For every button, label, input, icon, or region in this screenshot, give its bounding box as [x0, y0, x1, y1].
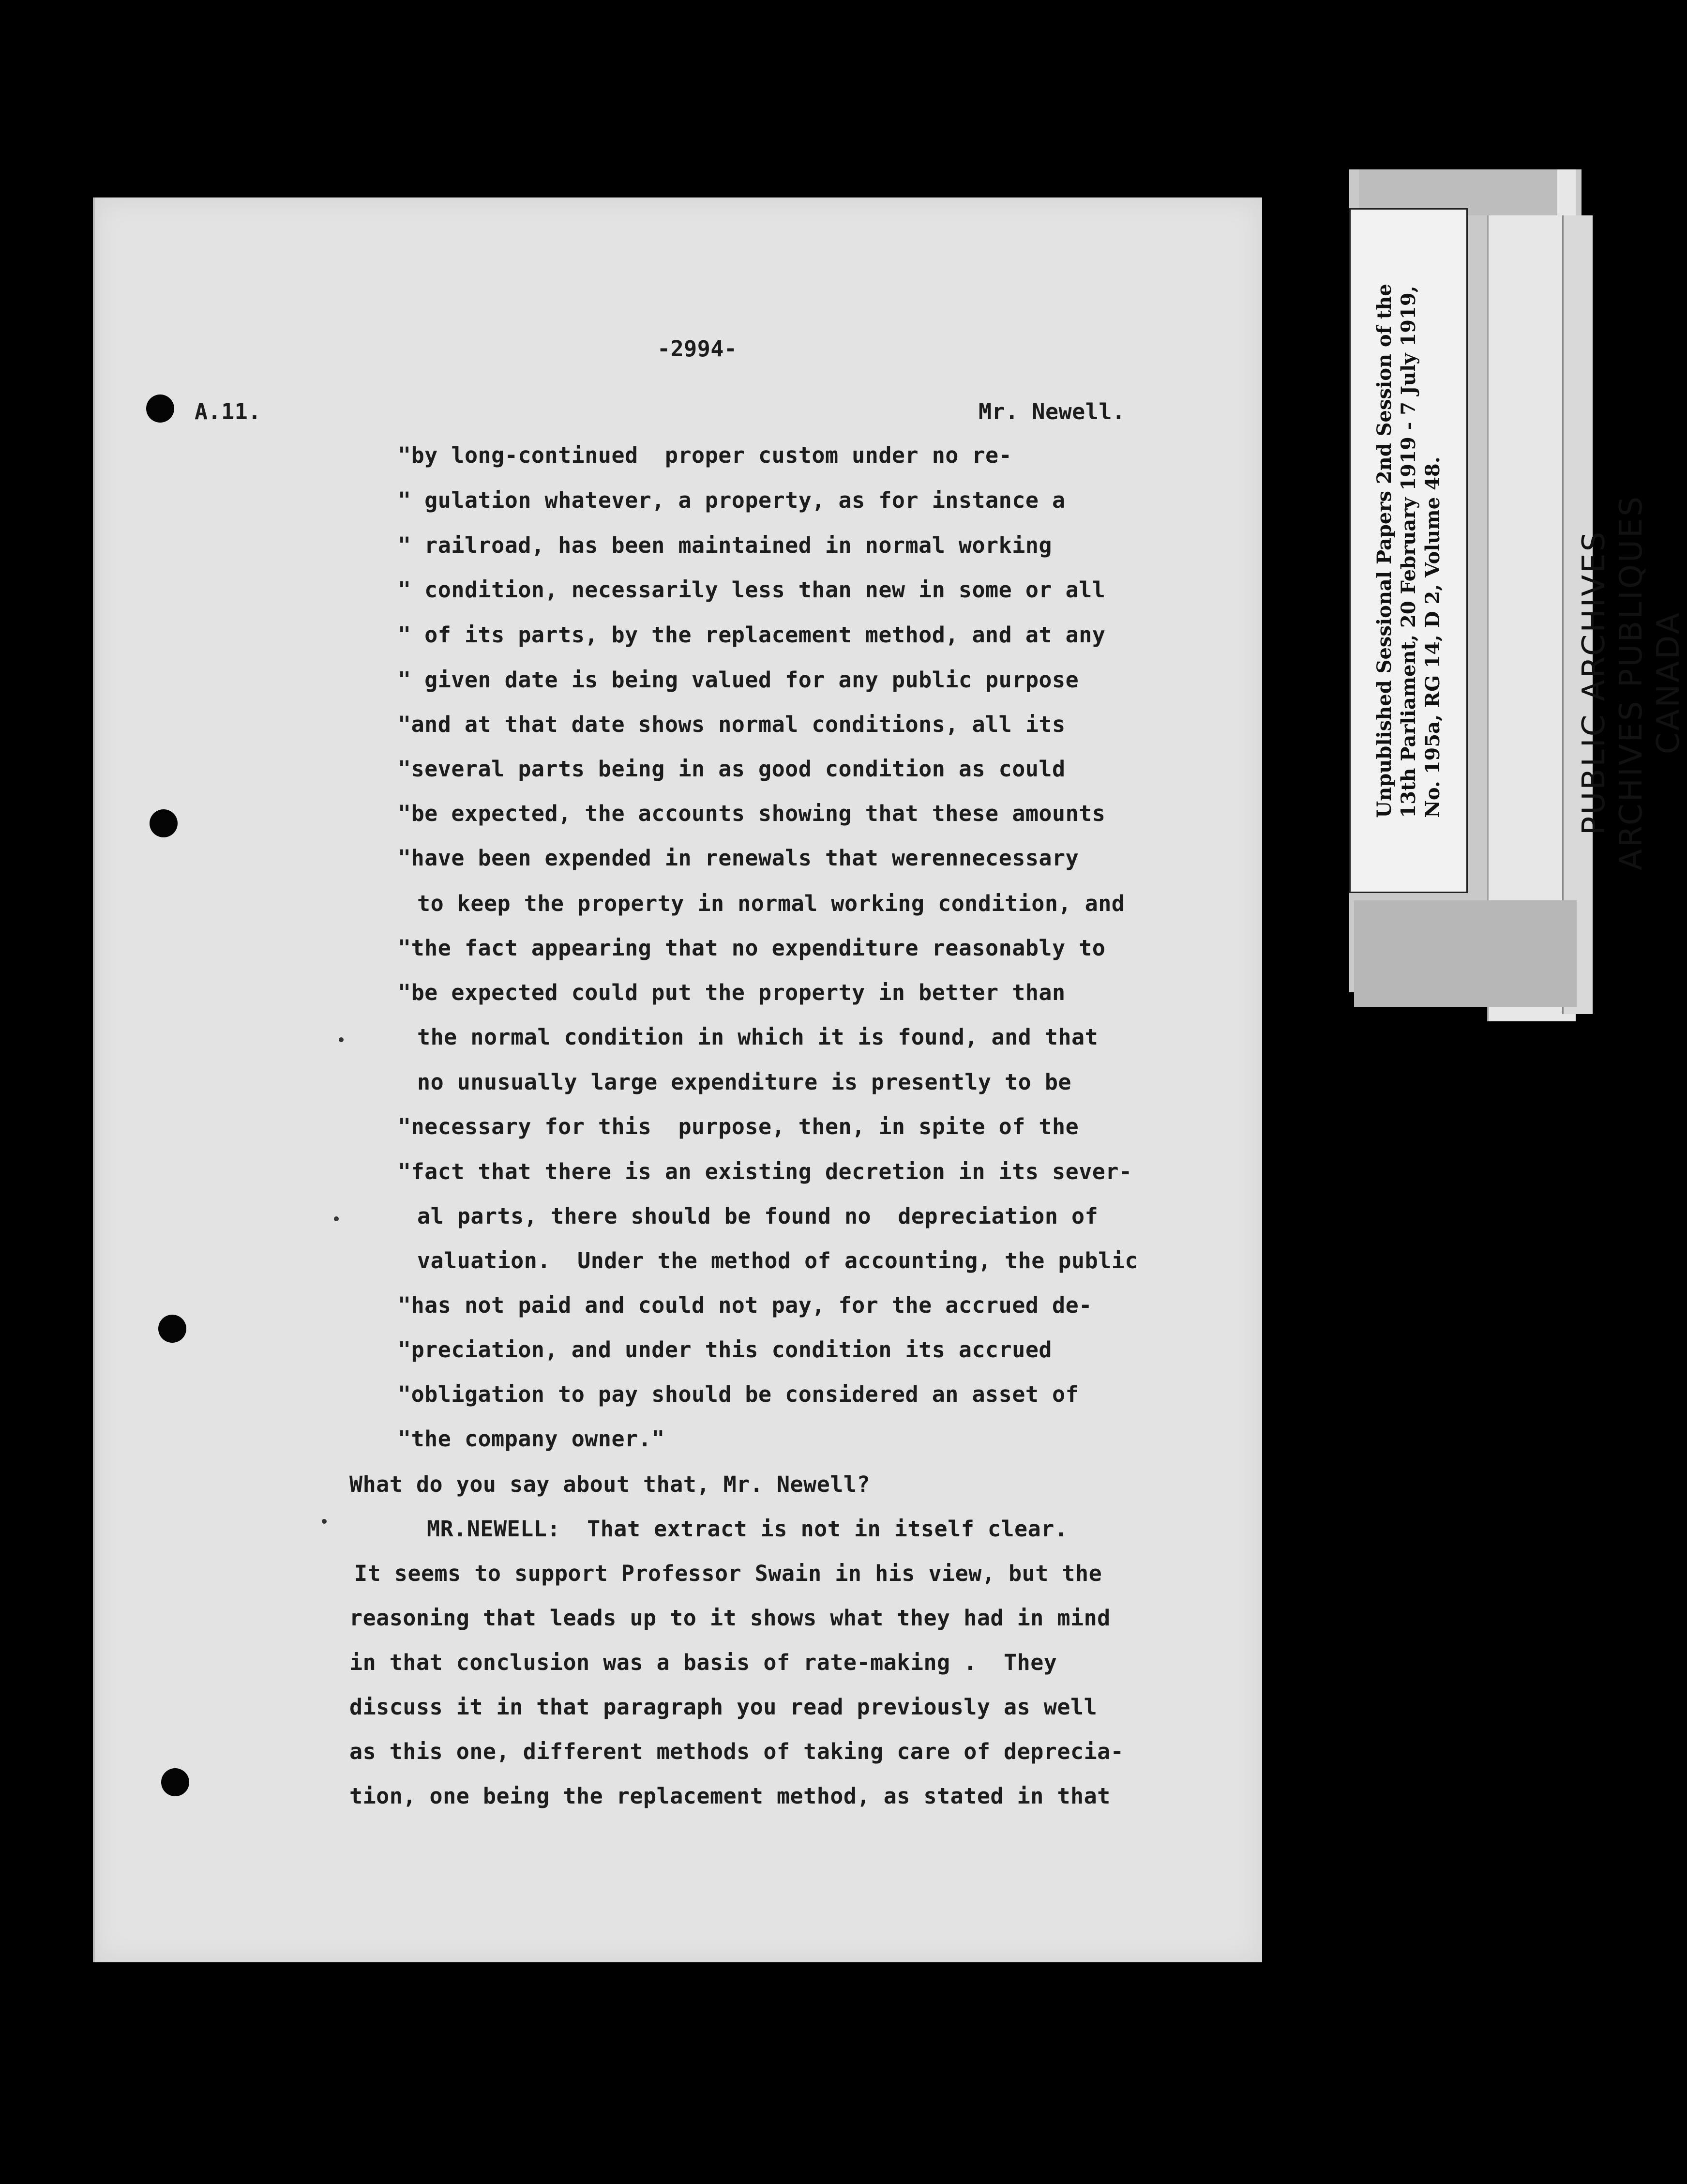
page-number: -2994-: [657, 336, 738, 362]
text-line: "and at that date shows normal conditions, all its: [398, 712, 1066, 737]
text-line: "several parts being in as good condition as could: [398, 756, 1066, 782]
text-line: "the fact appearing that no expenditure reasonably to: [398, 935, 1106, 961]
text-line: " of its parts, by the replacement method, and at any: [398, 622, 1106, 648]
archive-reference-line: 13th Parliament, 20 February 1919 - 7 July 1919,: [1397, 285, 1420, 818]
answer-line: tion, one being the replacement method, as stated in that: [349, 1783, 1111, 1809]
text-line: "the company owner.": [398, 1426, 665, 1452]
archive-label-stack: [1349, 169, 1687, 1026]
answer-line: in that conclusion was a basis of rate-making . They: [349, 1650, 1057, 1675]
text-line: "by long-continued proper custom under no re-: [398, 442, 1012, 468]
ink-mark: [339, 1037, 344, 1042]
text-line: no unusually large expenditure is presently to be: [417, 1069, 1072, 1095]
archives-stamp-line: CANADA: [1650, 610, 1687, 755]
answer-line: discuss it in that paragraph you read previously as well: [349, 1694, 1098, 1720]
text-line: "has not paid and could not pay, for the accrued de-: [398, 1292, 1092, 1318]
punch-hole: [158, 1315, 186, 1343]
text-line: "be expected could put the property in better than: [398, 980, 1066, 1005]
speaker-name: Mr. Newell.: [979, 399, 1126, 425]
archives-stamp-line: PUBLIC ARCHIVES: [1576, 530, 1612, 835]
answer-line: It seems to support Professor Swain in his view, but the: [354, 1561, 1102, 1586]
ink-mark: [334, 1216, 339, 1221]
answer-line: MR.NEWELL: That extract is not in itself clear.: [427, 1516, 1068, 1542]
text-line: al parts, there should be found no depreciation of: [417, 1203, 1099, 1229]
archive-reference-line: No. 195a, RG 14, D 2, Volume 48.: [1421, 456, 1444, 818]
text-line: "necessary for this purpose, then, in spite of the: [398, 1114, 1079, 1139]
text-line: to keep the property in normal working condition, and: [417, 891, 1125, 916]
archive-reference-text: [1372, 284, 1445, 818]
text-line: "have been expended in renewals that werennecessary: [398, 845, 1079, 871]
text-line: " given date is being valued for any public purpose: [398, 667, 1079, 693]
label-tape: [1354, 900, 1577, 1007]
text-line: " gulation whatever, a property, as for instance a: [398, 487, 1066, 513]
archives-stamp-line: ARCHIVES PUBLIQUES: [1613, 494, 1649, 871]
text-line: "preciation, and under this condition its accrued: [398, 1337, 1053, 1363]
answer-line: reasoning that leads up to it shows what they had in mind: [349, 1605, 1111, 1631]
punch-hole: [161, 1768, 189, 1796]
punch-hole: [150, 809, 178, 837]
reference-code: A.11.: [195, 399, 261, 425]
question-line: What do you say about that, Mr. Newell?: [349, 1471, 871, 1497]
text-line: " condition, necessarily less than new in some or all: [398, 577, 1106, 603]
archive-reference-card: [1349, 208, 1468, 893]
text-line: "obligation to pay should be considered an asset of: [398, 1381, 1079, 1407]
text-line: valuation. Under the method of accounting, the public: [417, 1248, 1138, 1274]
text-line: the normal condition in which it is found, and that: [417, 1024, 1099, 1050]
archives-stamp: [1576, 470, 1687, 895]
ink-mark: [322, 1519, 327, 1524]
archive-reference-line: Unpublished Sessional Papers 2nd Session of the: [1372, 283, 1396, 818]
punch-hole: [146, 394, 174, 423]
answer-line: as this one, different methods of taking care of deprecia-: [349, 1739, 1124, 1764]
text-line: "be expected, the accounts showing that these amounts: [398, 801, 1106, 826]
text-line: " railroad, has been maintained in normal working: [398, 532, 1053, 558]
text-line: "fact that there is an existing decretion in its sever-: [398, 1159, 1132, 1184]
